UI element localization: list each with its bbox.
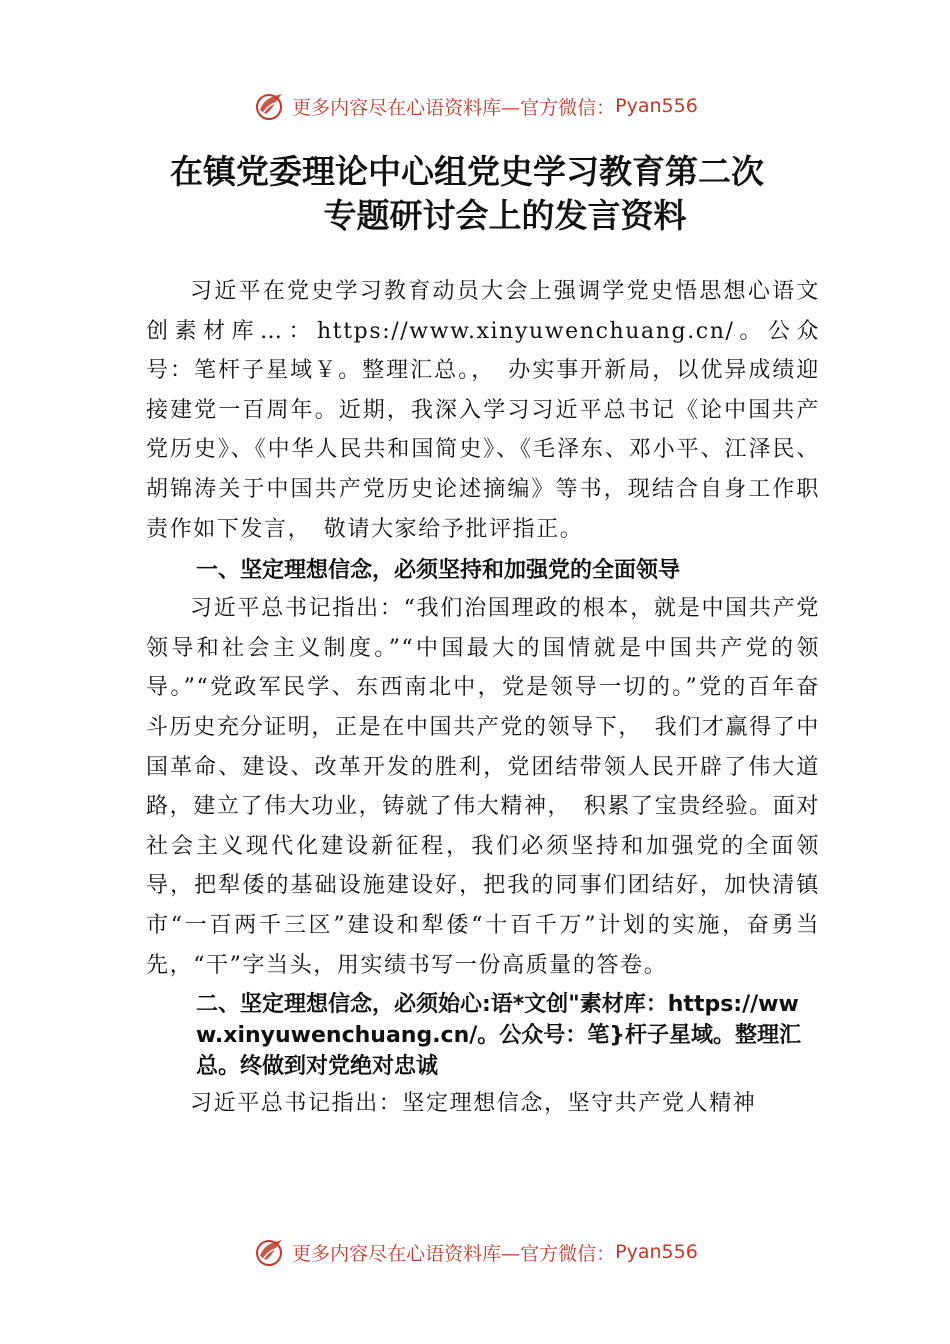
- header-banner: [0, 86, 950, 126]
- banner-wechat-id: Pyan556: [615, 1241, 698, 1263]
- banner-text: 更多内容尽在心语资料库—官方微信：: [292, 96, 616, 119]
- document-title-line-2: 专题研讨会上的发言资料: [323, 196, 687, 235]
- section-heading-2: 二、坚定理想信念，必须始心:语*文创"素材库：https://www.xinyuwenchuang.cn/。公众号：笔}杆子星域。整理汇总。终做到对党绝对忠诚: [196, 992, 801, 1080]
- lotus-logo-icon: [252, 1234, 288, 1270]
- lotus-logo-icon: [252, 88, 288, 124]
- paragraph-section-2: 习近平总书记指出：坚定理想信念，坚守共产党人精神: [190, 1091, 757, 1117]
- paragraph-section-1: 习近平总书记指出：“我们治国理政的根本，就是中国共产党领导和社会主义制度。”“中国最大的国情就是中国共产党的领导。”“党政军民学、东西南北中，党是领导一切的。”党的百年奋斗历史充分证明，正是在中国共产党的领导下， 我们才赢得了中国革命、建设、改革开发的胜利，党团结带领人民开辟了伟大道路，建立了伟大功业，铸就了伟大精神， 积累了宝贵经验。面对社会主义现代化建设新征程，我们必须坚持和加强党的全面领导，把犁倭的基础设施建设好，把我的同事们团结好，加快清镇市“一百两千三区”建设和犁倭“十百千万”计划的实施，奋勇当先，“干”字当头，用实绩书写一份高质量的答卷。: [146, 596, 820, 978]
- footer-banner: [0, 1232, 950, 1272]
- paragraph-intro: 习近平在党史学习教育动员大会上强调学党史悟思想心语文创素材库…：https://www.xinyuwenchuang.cn/。公众号：笔杆子星域￥。整理汇总。， 办实事开新局，以优异成绩迎接建党一百周年。近期，我深入学习习近平总书记《论中国共产党历史》、《中华人民共和国简史》、《毛泽东、邓小平、江泽民、胡锦涛关于中国共产党历史论述摘编》等书，现结合自身工作职责作如下发言， 敬请大家给予批评指正。: [146, 279, 820, 542]
- banner-text: 更多内容尽在心语资料库—官方微信：: [292, 1242, 616, 1265]
- section-heading-1: 一、坚定理想信念，必须坚持和加强党的全面领导: [196, 558, 681, 584]
- banner-wechat-id: Pyan556: [615, 95, 698, 117]
- document-title-line-1: 在镇党委理论中心组党史学习教育第二次: [170, 152, 764, 191]
- document-body: [146, 272, 820, 1124]
